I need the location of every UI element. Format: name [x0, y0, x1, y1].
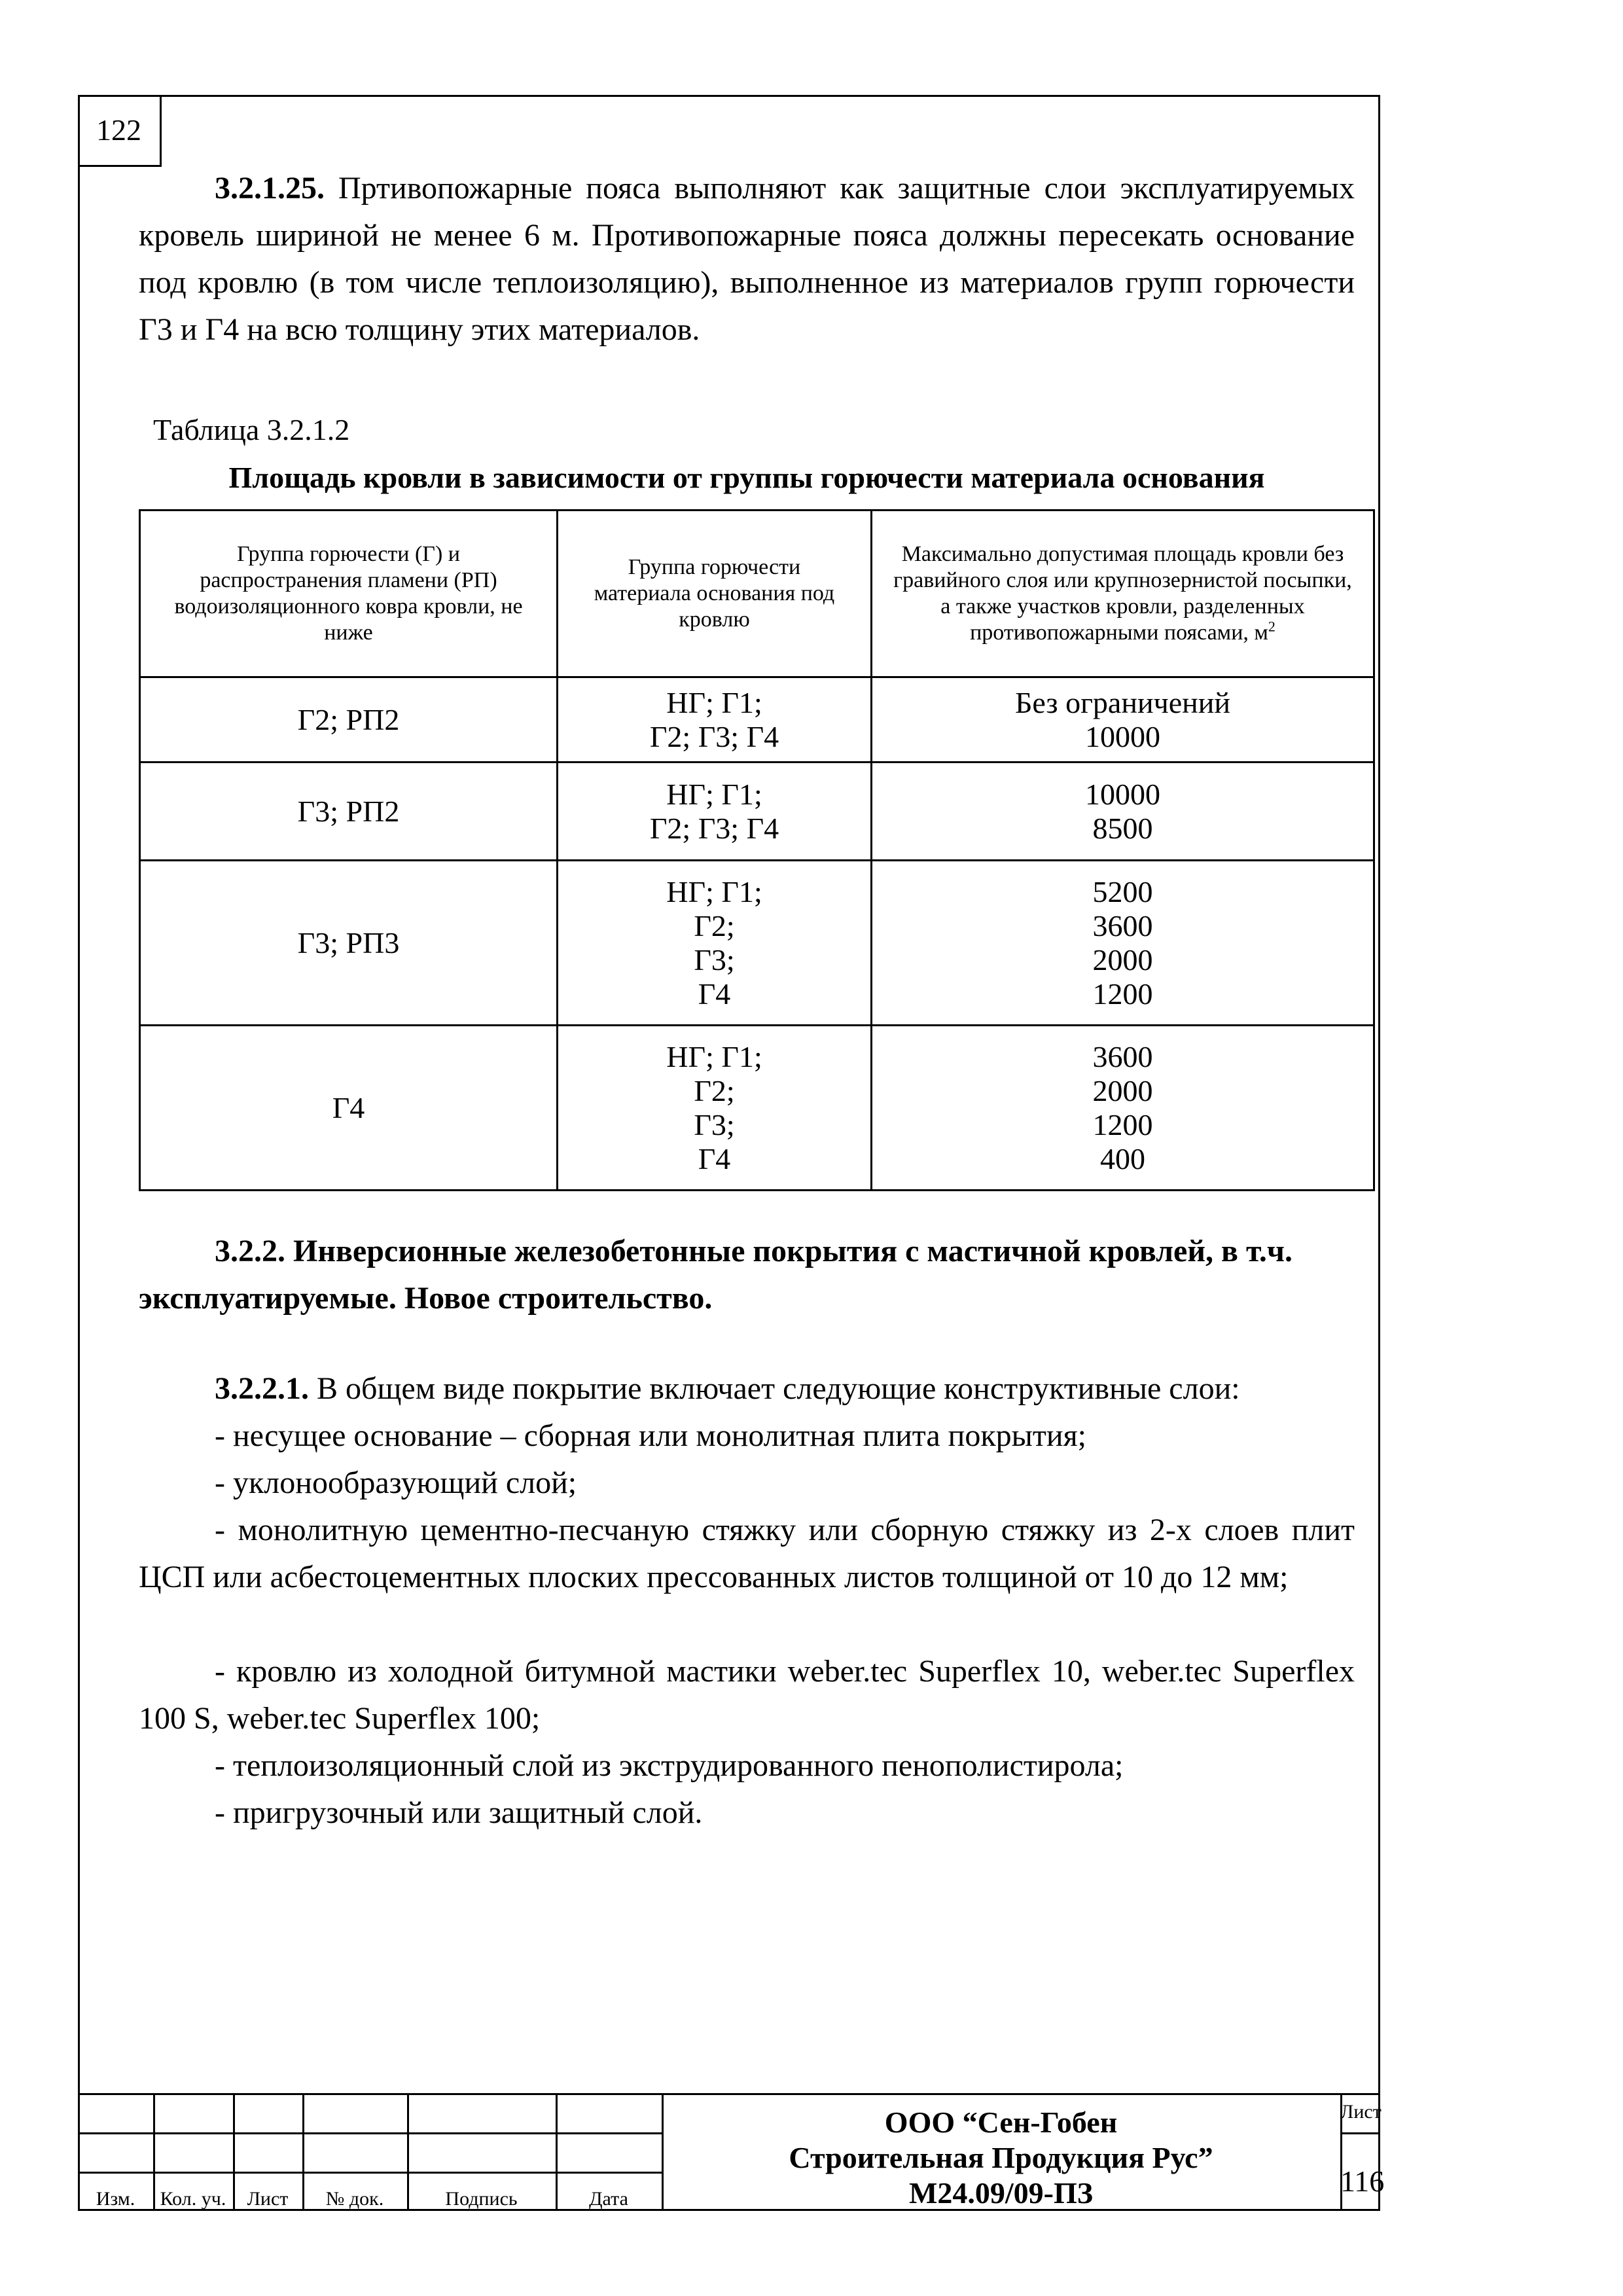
cell-line: 3600	[1092, 908, 1153, 942]
list-item: - несущее основание – сборная или монолитная плита покрытия;	[215, 1418, 1086, 1453]
cell-line: Г3;	[694, 1107, 735, 1141]
cell-line: 10000	[1085, 777, 1160, 811]
cell-line: 400	[1100, 1141, 1145, 1175]
paragraph-3-2-2-1	[215, 1365, 1240, 1412]
base-cell	[558, 1026, 872, 1191]
base-cell	[558, 677, 872, 762]
cell-line: НГ; Г1;	[666, 685, 762, 719]
stamp-label-signature: Подпись	[445, 2188, 518, 2210]
group-cell: Г4	[140, 1026, 558, 1191]
cell-line: НГ; Г1;	[666, 1039, 762, 1073]
document-code: М24.09/09-ПЗ	[908, 2176, 1094, 2210]
cell-line: 1200	[1092, 1107, 1153, 1141]
header-cell	[140, 511, 558, 677]
table-row	[140, 861, 1374, 1026]
cell-line: Г4	[698, 1141, 731, 1175]
cell-line: Г2; Г3; Г4	[649, 811, 779, 845]
cell-line: Г3;	[694, 942, 735, 977]
cell-line: 2000	[1092, 942, 1153, 977]
section-heading-line-2: эксплуатируемые. Новое строительство.	[139, 1281, 713, 1316]
cell-line: 8500	[1092, 811, 1153, 845]
header-text: Группа горючести (Г) и распространения пламени (РП) водоизоляционного ковра кровли, не ниже	[174, 542, 523, 645]
area-cell	[872, 861, 1374, 1026]
base-cell	[558, 861, 872, 1026]
paragraph-number: 3.2.1.25.	[215, 171, 325, 206]
group-cell: Г3; РП2	[140, 762, 558, 861]
roof-area-table	[139, 509, 1375, 1191]
section-heading-line-1: 3.2.2. Инверсионные железобетонные покрытия с мастичной кровлей, в т.ч.	[215, 1234, 1293, 1268]
paragraph-text: В общем виде покрытие включает следующие конструктивные слои:	[309, 1371, 1240, 1406]
org-name-line-2: Строительная Продукция Рус”	[789, 2141, 1213, 2174]
cell-line: Без ограничений	[1015, 685, 1230, 719]
stamp-label-kol: Кол. уч.	[160, 2188, 226, 2210]
stamp-line	[1340, 2132, 1380, 2134]
page-number: 122	[78, 95, 162, 167]
list-item: - теплоизоляционный слой из экструдированного пенополистирола;	[215, 1748, 1124, 1783]
title-block	[78, 2093, 1385, 2211]
table-row	[140, 762, 1374, 861]
cell-line: НГ; Г1;	[666, 874, 762, 908]
table-title: Площадь кровли в зависимости от группы горючести материала основания	[228, 461, 1265, 494]
list-item: - пригрузочный или защитный слой.	[215, 1795, 703, 1830]
cell-line: НГ; Г1;	[666, 777, 762, 811]
list-item: - монолитную цементно-песчаную стяжку или сборную стяжку из 2-х слоев плит ЦСП или асбестоцементных плоских прессованных листов толщиной от 10 до 12 мм;	[139, 1513, 1355, 1594]
stamp-label-list: Лист	[247, 2188, 289, 2210]
org-name-line-1: ООО “Сен-Гобен	[884, 2106, 1118, 2139]
paragraph-3-2-1-25	[139, 165, 1355, 353]
stamp-line	[78, 2093, 1380, 2095]
paragraph-number: 3.2.2.1.	[215, 1371, 309, 1406]
table-caption: Таблица 3.2.1.2	[153, 413, 350, 446]
header-text	[872, 541, 1373, 646]
stamp-label-doc: № док.	[325, 2188, 384, 2210]
group-cell: Г2; РП2	[140, 677, 558, 762]
sheet-number: 116	[1340, 2164, 1385, 2198]
header-text: Группа горючести материала основания под кровлю	[594, 555, 835, 632]
cell-line: 5200	[1092, 874, 1153, 908]
table-header-row	[140, 511, 1374, 677]
list-item: - кровлю из холодной битумной мастики weber.tec Superflex 10, weber.tec Superflex 100 S, weber.tec Superflex 100;	[139, 1654, 1355, 1736]
sheet-label: Лист	[1340, 2101, 1382, 2123]
stamp-label-date: Дата	[589, 2188, 628, 2210]
group-cell: Г3; РП3	[140, 861, 558, 1026]
base-cell	[558, 762, 872, 861]
cell-line: 3600	[1092, 1039, 1153, 1073]
table-row	[140, 1026, 1374, 1191]
list-item: - уклонообразующий слой;	[215, 1465, 577, 1500]
stamp-line	[78, 2172, 662, 2174]
cell-line: 2000	[1092, 1073, 1153, 1107]
cell-line: Г2;	[694, 1073, 735, 1107]
stamp-line	[78, 2132, 662, 2134]
header-text-main: Максимально допустимая площадь кровли без гравийного слоя или крупнозернистой посыпки, а также участков кровли, разделенных противопожарными поясами, м	[893, 542, 1352, 645]
cell-line: Г2; Г3; Г4	[649, 719, 779, 753]
header-cell	[872, 511, 1374, 677]
area-cell	[872, 1026, 1374, 1191]
cell-line: 1200	[1092, 977, 1153, 1011]
stamp-label-izm: Изм.	[96, 2188, 135, 2210]
area-cell	[872, 762, 1374, 861]
paragraph-text: Пртивопожарные пояса выполняют как защитные слои эксплуатируемых кровель шириной не менее 6 м. Противопожарные пояса должны пересекать основание под кровлю (в том числе теплоизоляцию), выполненное из материалов групп горючести Г3 и Г4 на всю толщину этих материалов.	[139, 171, 1355, 347]
table-row	[140, 677, 1374, 762]
area-cell	[872, 677, 1374, 762]
cell-line: 10000	[1085, 719, 1160, 753]
cell-line: Г4	[698, 977, 731, 1011]
cell-line: Г2;	[694, 908, 735, 942]
header-cell	[558, 511, 872, 677]
superscript: 2	[1268, 618, 1275, 635]
